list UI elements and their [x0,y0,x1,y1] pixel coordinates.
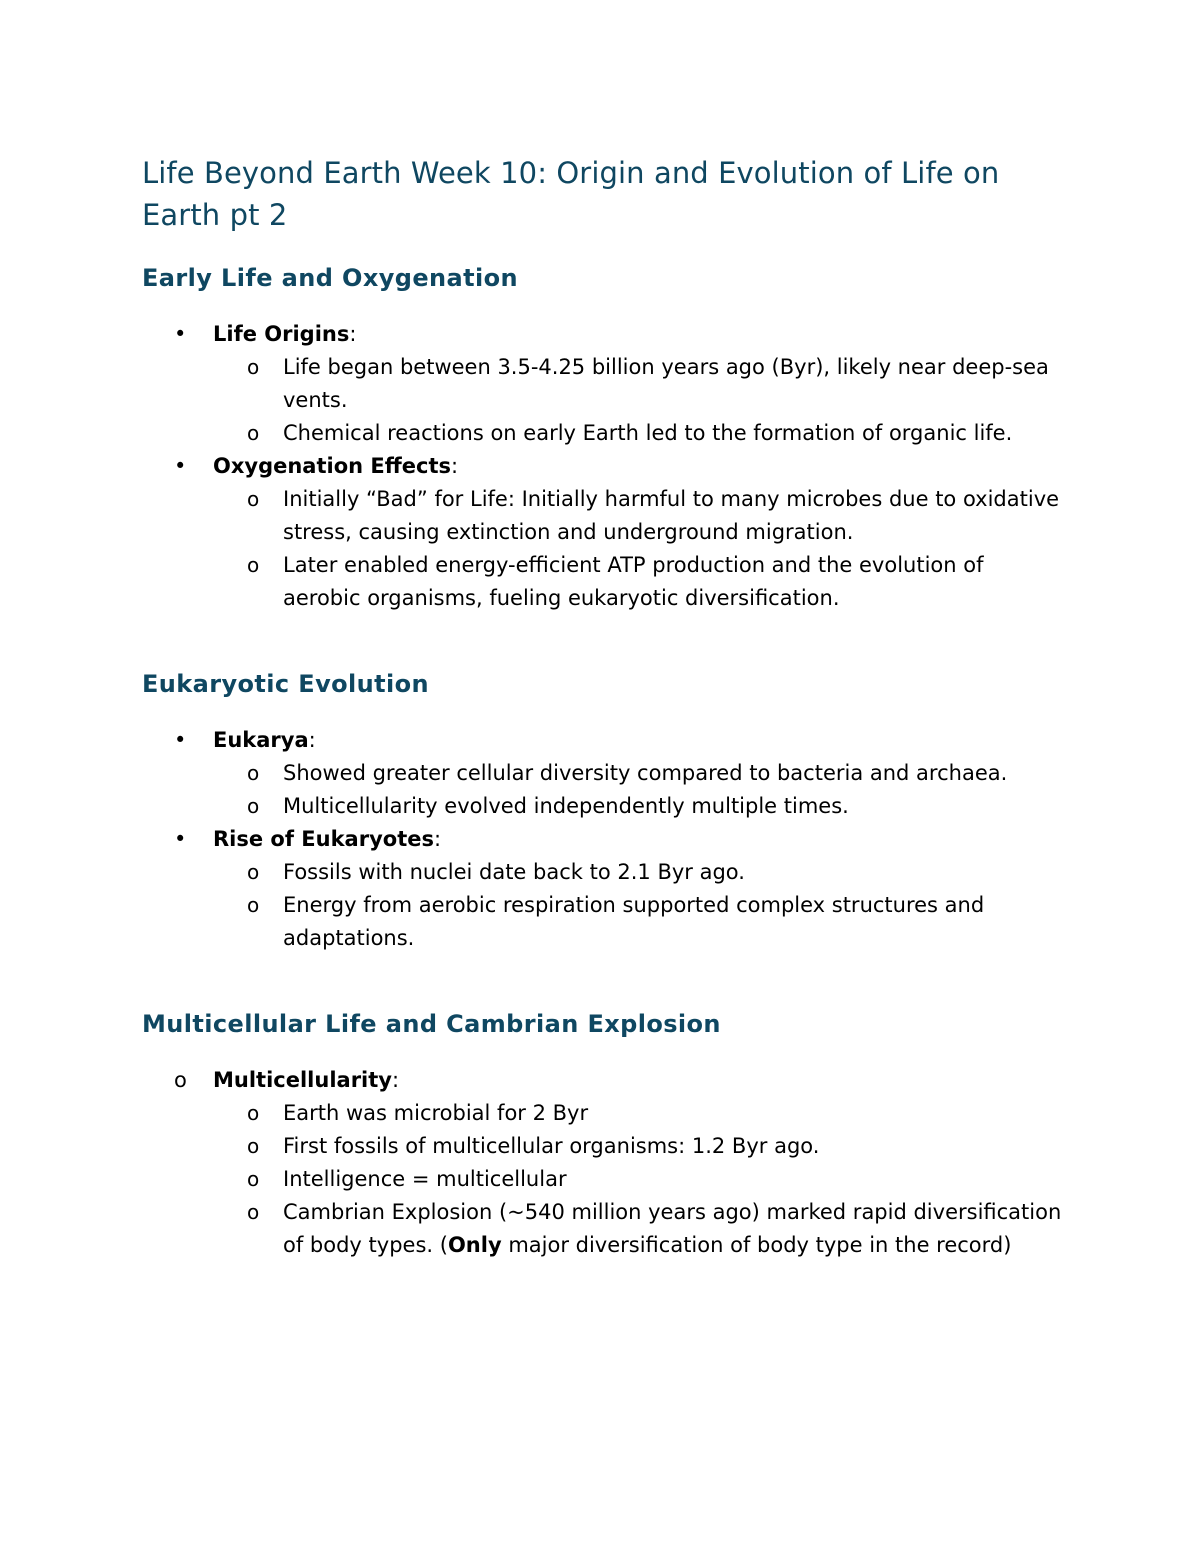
sub-list-item [213,351,1062,417]
sub-item-text: Earth was microbial for 2 Byr [283,1101,589,1125]
bullet-icon: • [174,454,187,478]
sub-item-text: Initially “Bad” for Life: Initially harmful to many microbes due to oxidative stress, causing extinction and underground migration. [283,487,1060,544]
circle-bullet-icon: o [247,860,260,884]
sub-item-text: Later enabled energy-efficient ATP production and the evolution of aerobic organisms, fueling eukaryotic diversification. [283,553,984,610]
sub-list [213,856,1062,955]
sub-list-item [213,483,1062,549]
colon: : [308,728,316,752]
sub-list-item [213,1130,1062,1163]
item-label: Life Origins [213,322,350,346]
circle-bullet-icon: o [247,1167,260,1191]
circle-bullet-icon: o [247,1101,260,1125]
sub-item-text: Intelligence = multicellular [283,1167,567,1191]
colon: : [433,827,442,851]
sub-item-text-after: major diversification of body type in the record) [501,1233,1012,1257]
circle-bullet-icon: o [174,1068,187,1092]
sub-list-item [213,856,1062,889]
sub-item-text: First fossils of multicellular organisms: 1.2 Byr ago. [283,1134,820,1158]
sub-item-text-before: Cambrian Explosion (~540 million years ago) marked rapid diversification of body types. ( [283,1200,1062,1257]
sub-item-text-bold: Only [447,1233,502,1257]
list-item-rise-of-eukaryotes [142,823,1062,955]
spacer [142,615,1062,668]
document-page [142,152,1062,1262]
document-title: Life Beyond Earth Week 10: Origin and Evolution of Life on Earth pt 2 [142,156,1000,232]
list-item-multicellularity [142,1064,1062,1262]
bullet-icon: • [174,728,187,752]
section-heading-early-life: Early Life and Oxygenation [142,264,519,292]
sub-item-text: Chemical reactions on early Earth led to the formation of organic life. [283,421,1013,445]
sub-list-item [213,757,1062,790]
item-label: Eukarya [213,728,309,752]
colon: : [391,1068,400,1092]
circle-bullet-icon: o [247,355,260,379]
section-heading-multicellular-life: Multicellular Life and Cambrian Explosion [142,1010,721,1038]
section-list-eukaryotic-evolution [142,724,1062,955]
section-list-early-life [142,318,1062,615]
section-heading-eukaryotic-evolution: Eukaryotic Evolution [142,670,429,698]
sub-list [213,351,1062,450]
colon: : [451,454,459,478]
sub-item-text: Showed greater cellular diversity compared to bacteria and archaea. [283,761,1008,785]
sub-list [213,1097,1062,1262]
sub-item-text: Multicellularity evolved independently multiple times. [283,794,849,818]
sub-list-item [213,549,1062,615]
circle-bullet-icon: o [247,1134,260,1158]
circle-bullet-icon: o [247,487,260,511]
sub-list-item [213,417,1062,450]
circle-bullet-icon: o [247,893,260,917]
list-item-oxygenation-effects [142,450,1062,615]
sub-list-item [213,1163,1062,1196]
circle-bullet-icon: o [247,794,260,818]
circle-bullet-icon: o [247,421,260,445]
sub-item-text: Energy from aerobic respiration supported complex structures and adaptations. [283,893,985,950]
section-list-multicellular-life [142,1064,1062,1262]
colon: : [349,322,357,346]
sub-list-item [213,889,1062,955]
sub-list-item [213,790,1062,823]
item-label: Multicellularity [213,1068,392,1092]
list-item-eukarya [142,724,1062,823]
circle-bullet-icon: o [247,761,260,785]
item-label: Rise of Eukaryotes [213,827,434,851]
list-item-life-origins [142,318,1062,450]
circle-bullet-icon: o [247,1200,260,1224]
bullet-icon: • [174,322,187,346]
item-label: Oxygenation Effects [213,454,451,478]
sub-item-text: Life began between 3.5-4.25 billion years ago (Byr), likely near deep-sea vents. [283,355,1049,412]
bullet-icon: • [174,827,187,851]
sub-list-item [213,1196,1062,1262]
sub-item-text: Fossils with nuclei date back to 2.1 Byr ago. [283,860,745,884]
spacer [142,955,1062,1008]
circle-bullet-icon: o [247,553,260,577]
sub-list-item [213,1097,1062,1130]
sub-list [213,757,1062,823]
sub-list [213,483,1062,615]
